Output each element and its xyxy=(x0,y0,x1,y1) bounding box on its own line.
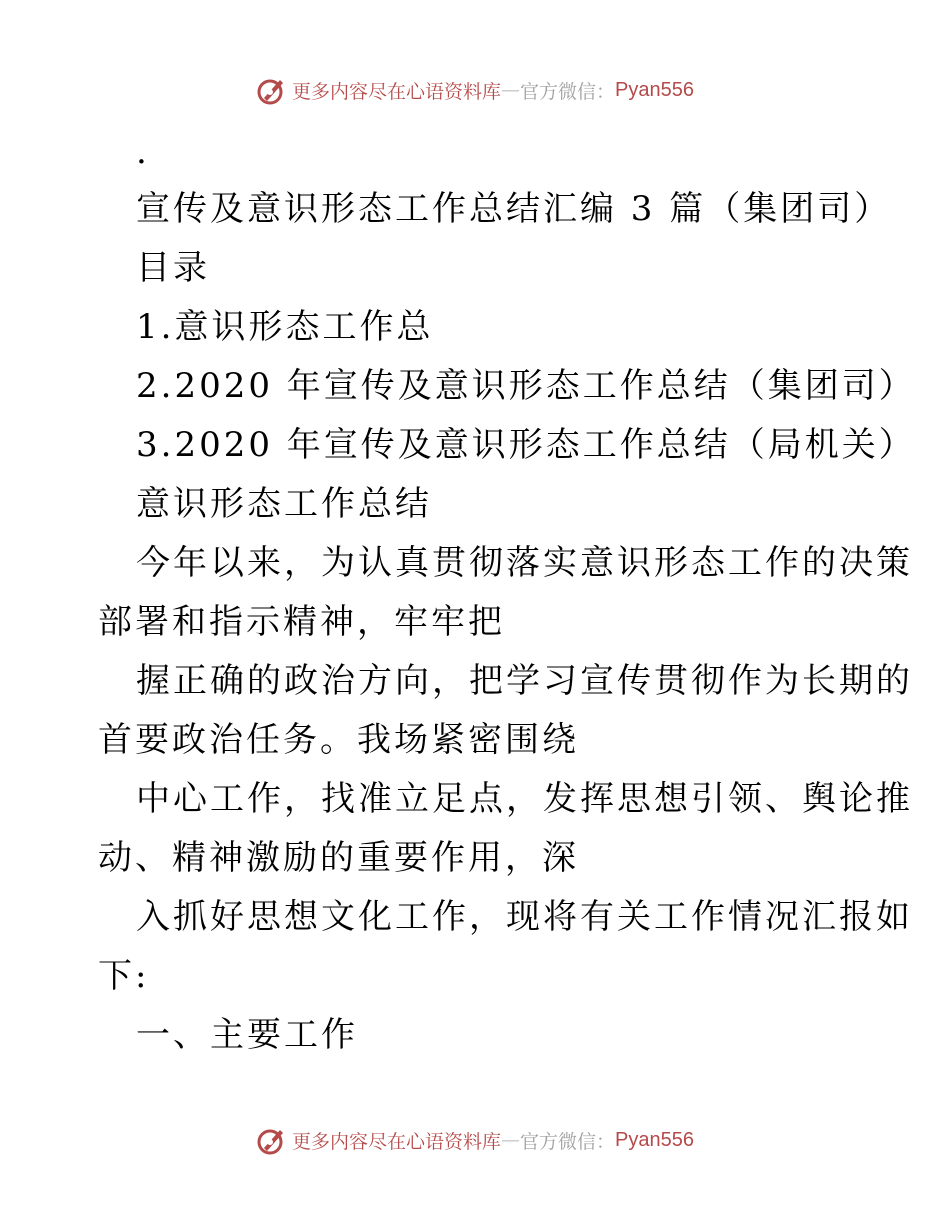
document-line: 入抓好思想文化工作，现将有关工作情况汇报如 xyxy=(136,897,913,937)
document-line: 下: xyxy=(98,956,150,996)
banner-separator: — xyxy=(501,79,521,101)
document-line: 一、主要工作 xyxy=(136,1015,358,1055)
header-banner xyxy=(0,70,950,110)
document-line: . xyxy=(136,132,150,172)
banner-wechat-label: 官方微信： xyxy=(520,1130,616,1153)
document-line: 目录 xyxy=(136,248,210,288)
document-line: 中心工作，找准立足点，发挥思想引领、舆论推 xyxy=(136,779,913,819)
banner-separator: — xyxy=(501,1129,521,1151)
document-line: 首要政治任务。我场紧密围绕 xyxy=(98,720,579,760)
banner-wechat-id: Pyan556 xyxy=(615,78,694,101)
document-line: 3.2020 年宣传及意识形态工作总结（局机关） xyxy=(136,425,916,465)
document-line: 2.2020 年宣传及意识形态工作总结（集团司） xyxy=(136,366,916,406)
document-line: 握正确的政治方向，把学习宣传贯彻作为长期的 xyxy=(136,661,913,701)
document-line: 今年以来，为认真贯彻落实意识形态工作的决策 xyxy=(136,543,913,583)
banner-main-text: 更多内容尽在心语资料库 xyxy=(292,80,502,103)
document-line: 动、精神激励的重要作用，深 xyxy=(98,838,579,878)
document-line: 1.意识形态工作总 xyxy=(136,307,434,347)
quill-logo-icon xyxy=(256,1124,288,1156)
quill-logo-icon xyxy=(256,74,288,106)
banner-wechat-label: 官方微信： xyxy=(520,80,616,103)
banner-main-text: 更多内容尽在心语资料库 xyxy=(292,1130,502,1153)
document-line: 部署和指示精神，牢牢把 xyxy=(98,602,505,642)
document-line: 意识形态工作总结 xyxy=(136,484,432,524)
document-body xyxy=(98,124,916,1065)
banner-wechat-id: Pyan556 xyxy=(615,1128,694,1151)
footer-banner xyxy=(0,1120,950,1160)
document-line: 宣传及意识形态工作总结汇编 3 篇（集团司） xyxy=(136,189,892,229)
